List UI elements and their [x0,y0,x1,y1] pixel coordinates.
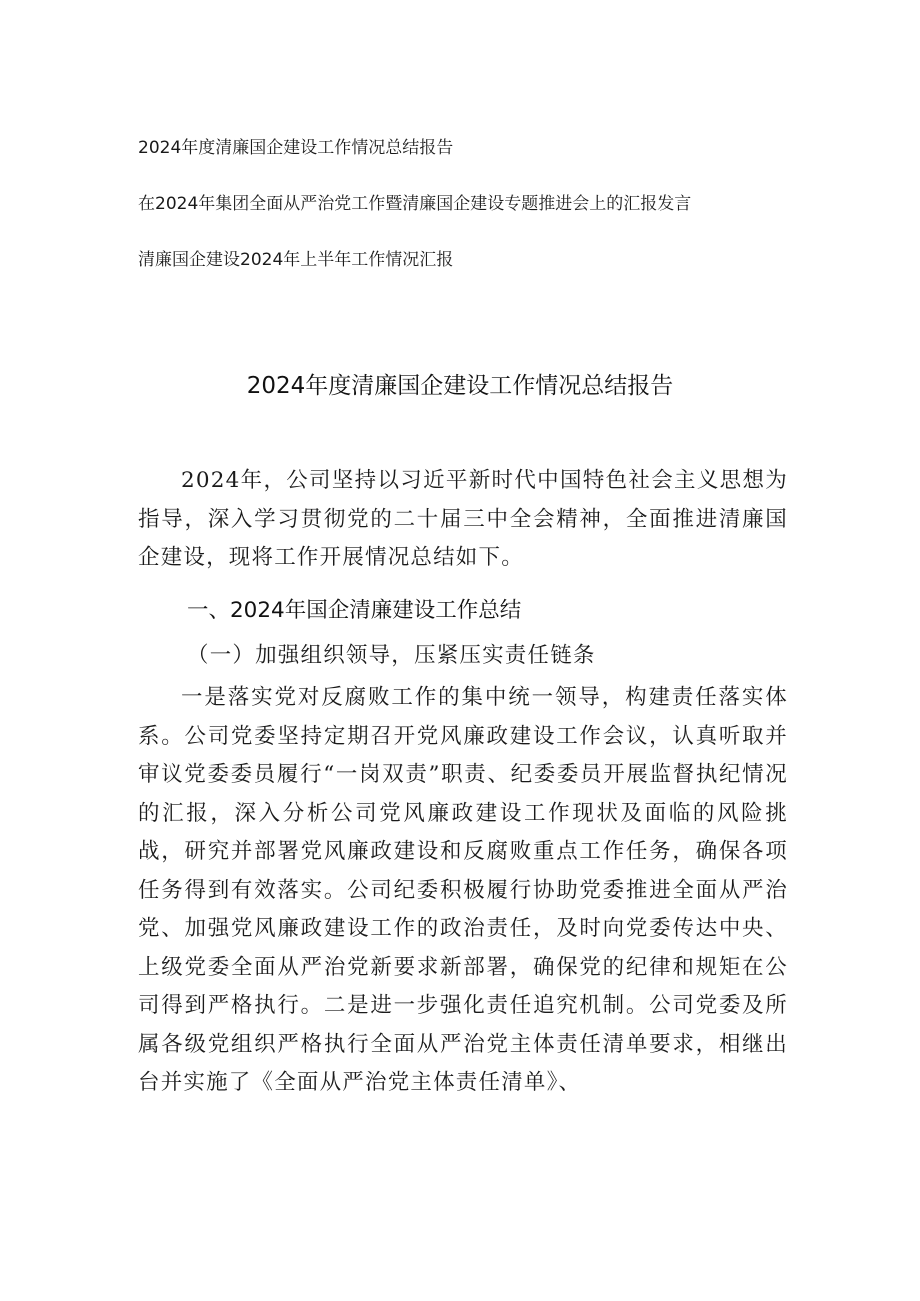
body-paragraph: 一是落实党对反腐败工作的集中统一领导，构建责任落实体系。公司党委坚持定期召开党风廉政建设工作会议，认真听取并审议党委委员履行“一岗双责”职责、纪委委员开展监督执纪情况的汇报，深入分析公司党风廉政建设工作现状及面临的风险挑战，研究并部署党风廉政建设和反腐败重点工作任务，确保各项任务得到有效落实。公司纪委积极履行协助党委推进全面从严治党、加强党风廉政建设工作的政治责任，及时向党委传达中央、上级党委全面从严治党新要求新部署，确保党的纪律和规矩在公司得到严格执行。二是进一步强化责任追究机制。公司党委及所属各级党组织严格执行全面从严治党主体责任清单要求，相继出台并实施了《全面从严治党主体责任清单》、 [138,685,788,1095]
toc-item[interactable]: 2024年度清廉国企建设工作情况总结报告 [138,138,454,158]
toc-item[interactable]: 在2024年集团全面从严治党工作暨清廉国企建设专题推进会上的汇报发言 [138,194,692,214]
document-title: 2024年度清廉国企建设工作情况总结报告 [246,373,674,399]
toc-item[interactable]: 清廉国企建设2024年上半年工作情况汇报 [138,250,454,270]
subsection-heading: （一）加强组织领导，压紧压实责任链条 [187,643,596,668]
intro-paragraph: 2024年，公司坚持以习近平新时代中国特色社会主义思想为指导，深入学习贯彻党的二十届三中全会精神，全面推进清廉国企建设，现将工作开展情况总结如下。 [138,468,788,570]
section-heading: 一、2024年国企清廉建设工作总结 [187,598,522,623]
table-of-contents [138,134,858,302]
